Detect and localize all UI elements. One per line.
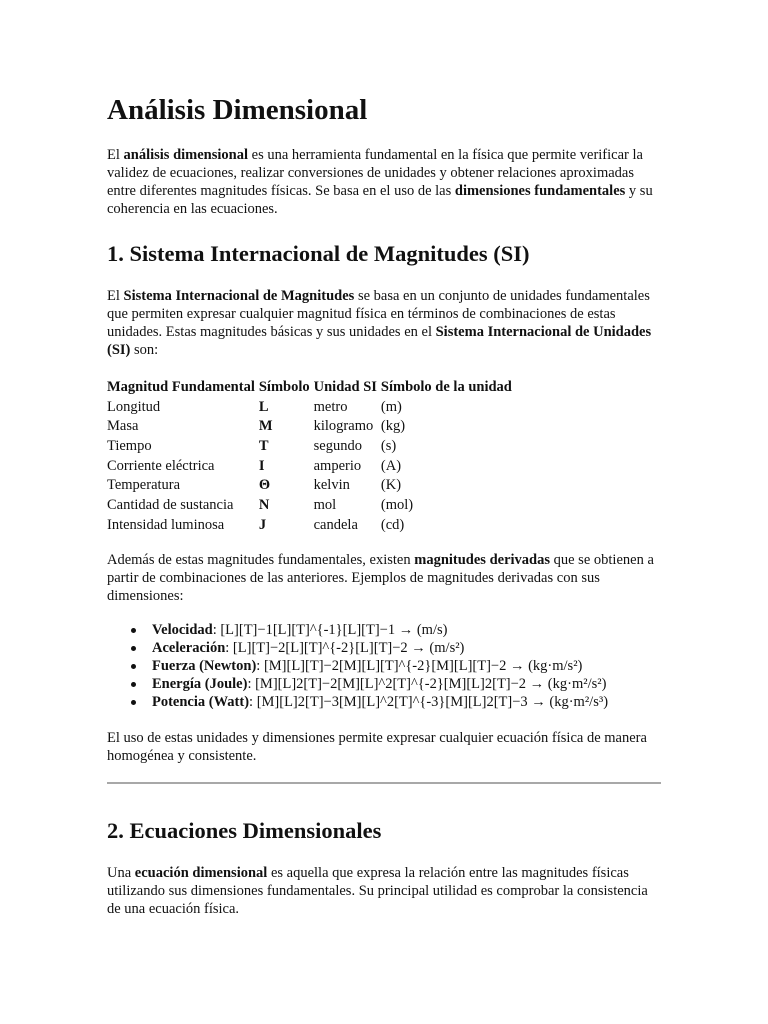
derived-formula: : [L][T]−2[L][T]^{-2}[L][T]−2 → (m/s²) — [225, 639, 465, 656]
s2-bold-1: ecuación dimensional — [134, 864, 268, 881]
table-cell: I — [258, 457, 265, 474]
derived-name: Potencia (Watt) — [152, 694, 250, 711]
list-item — [152, 675, 663, 693]
table-cell: metro — [313, 398, 348, 415]
table-cell: Tiempo — [107, 437, 152, 454]
s1-bold-2: Sistema Internacional de Unidades (SI) — [107, 324, 652, 358]
section-1-heading: 1. Sistema Internacional de Magnitudes (SI) — [107, 241, 530, 266]
table-cell: Θ — [258, 477, 271, 494]
section-2-paragraph — [107, 864, 663, 918]
section-2-heading: 2. Ecuaciones Dimensionales — [107, 817, 382, 843]
table-header-row — [105, 377, 514, 397]
derived-name: Fuerza (Newton) — [152, 657, 257, 674]
table-row — [105, 397, 514, 417]
derived-formula: : [M][L][T]−2[M][L][T]^{-2}[M][L][T]−2 → (kg·m/s²) — [256, 657, 583, 674]
intro-bold-2: dimensiones fundamentales — [454, 183, 626, 199]
table-cell: (kg) — [380, 418, 406, 435]
fundamental-magnitudes-table — [105, 377, 514, 535]
intro-text-1: El — [107, 147, 124, 163]
page-title: Análisis Dimensional — [107, 94, 368, 126]
usage-paragraph: El uso de estas unidades y dimensiones permite expresar cualquier ecuación física de manera homogénea y consistente. — [107, 729, 647, 764]
s2-text-1: Una — [107, 864, 135, 881]
table-row — [105, 515, 514, 535]
table-cell: Temperatura — [107, 477, 181, 494]
table-row — [105, 475, 514, 495]
table-cell: kelvin — [313, 477, 350, 494]
table-header-cell: Símbolo de la unidad — [380, 378, 512, 395]
table-cell: M — [258, 418, 273, 435]
table-cell: Cantidad de sustancia — [107, 496, 234, 513]
s2-text-2: es aquella que expresa la relación entre las magnitudes físicas utilizando sus dimensiones fundamentales. Su principal utilidad es comprobar la consistencia de una ecuación física. — [107, 864, 648, 917]
document-content — [107, 92, 663, 918]
derived-bold-1: magnitudes derivadas — [414, 551, 550, 568]
derived-magnitudes-list — [107, 621, 663, 712]
table-cell: (s) — [380, 437, 397, 454]
derived-text-1: Además de estas magnitudes fundamentales, existen — [107, 551, 415, 568]
table-cell: (cd) — [380, 516, 405, 533]
table-row — [105, 416, 514, 436]
table-cell: segundo — [313, 437, 362, 454]
section-1-paragraph — [107, 287, 663, 359]
table-header-cell: Unidad SI — [313, 378, 377, 395]
derived-name: Energía (Joule) — [152, 676, 248, 693]
table-cell: L — [258, 398, 269, 415]
table-row — [105, 456, 514, 476]
intro-text-3: y su coherencia en las ecuaciones. — [107, 183, 653, 217]
list-item — [152, 621, 663, 639]
list-item — [152, 639, 663, 657]
derived-formula: : [L][T]−1[L][T]^{-1}[L][T]−1 → (m/s) — [212, 621, 448, 638]
table-cell: Masa — [107, 418, 139, 435]
intro-paragraph — [107, 146, 663, 218]
table-row — [105, 436, 514, 456]
table-header-cell: Símbolo — [258, 378, 310, 395]
table-cell: Intensidad luminosa — [107, 516, 225, 533]
table-cell: mol — [313, 496, 337, 513]
list-item — [152, 693, 663, 711]
derived-formula: : [M][L]2[T]−2[M][L]^2[T]^{-2}[M][L]2[T]−2 → (kg·m²/s²) — [247, 676, 607, 693]
table-cell: amperio — [313, 457, 362, 474]
table-cell: candela — [313, 516, 358, 533]
table-cell: (A) — [380, 457, 402, 474]
derived-text-2: que se obtienen a partir de combinaciones de las anteriores. Ejemplos de magnitudes derivadas con sus dimensiones: — [107, 551, 654, 604]
table-cell: T — [258, 437, 269, 454]
table-cell: Corriente eléctrica — [107, 457, 215, 474]
derived-intro-paragraph — [107, 551, 663, 605]
table-cell: N — [258, 496, 270, 513]
intro-bold-1: análisis dimensional — [123, 147, 249, 163]
table-cell: (K) — [380, 477, 402, 494]
table-cell: J — [258, 516, 267, 533]
section-divider — [107, 782, 661, 784]
derived-formula: : [M][L]2[T]−3[M][L]^2[T]^{-3}[M][L]2[T]−3 → (kg·m²/s³) — [249, 694, 609, 711]
table-cell: (m) — [380, 398, 402, 415]
table-cell: Longitud — [107, 398, 161, 415]
table-row — [105, 495, 514, 515]
list-item — [152, 657, 663, 675]
derived-name: Velocidad — [152, 621, 213, 638]
s1-text-1: El — [107, 288, 124, 304]
s1-text-2: se basa en un conjunto de unidades fundamentales que permiten expresar cualquier magnitud física en términos de combinaciones de estas unidades. Estas magnitudes básicas y sus unidades en el — [107, 288, 650, 340]
intro-text-2: es una herramienta fundamental en la física que permite verificar la validez de ecuaciones, realizar conversiones de unidades y obtener relaciones aproximadas entre diferentes magnitudes físicas. Se basa en el uso de las — [107, 147, 643, 199]
s1-bold-1: Sistema Internacional de Magnitudes — [123, 288, 355, 304]
table-cell: (mol) — [380, 496, 414, 513]
s1-text-3: son: — [130, 342, 159, 358]
table-header-cell: Magnitud Fundamental — [107, 378, 255, 395]
derived-name: Aceleración — [152, 639, 226, 656]
table-cell: kilogramo — [313, 418, 374, 435]
